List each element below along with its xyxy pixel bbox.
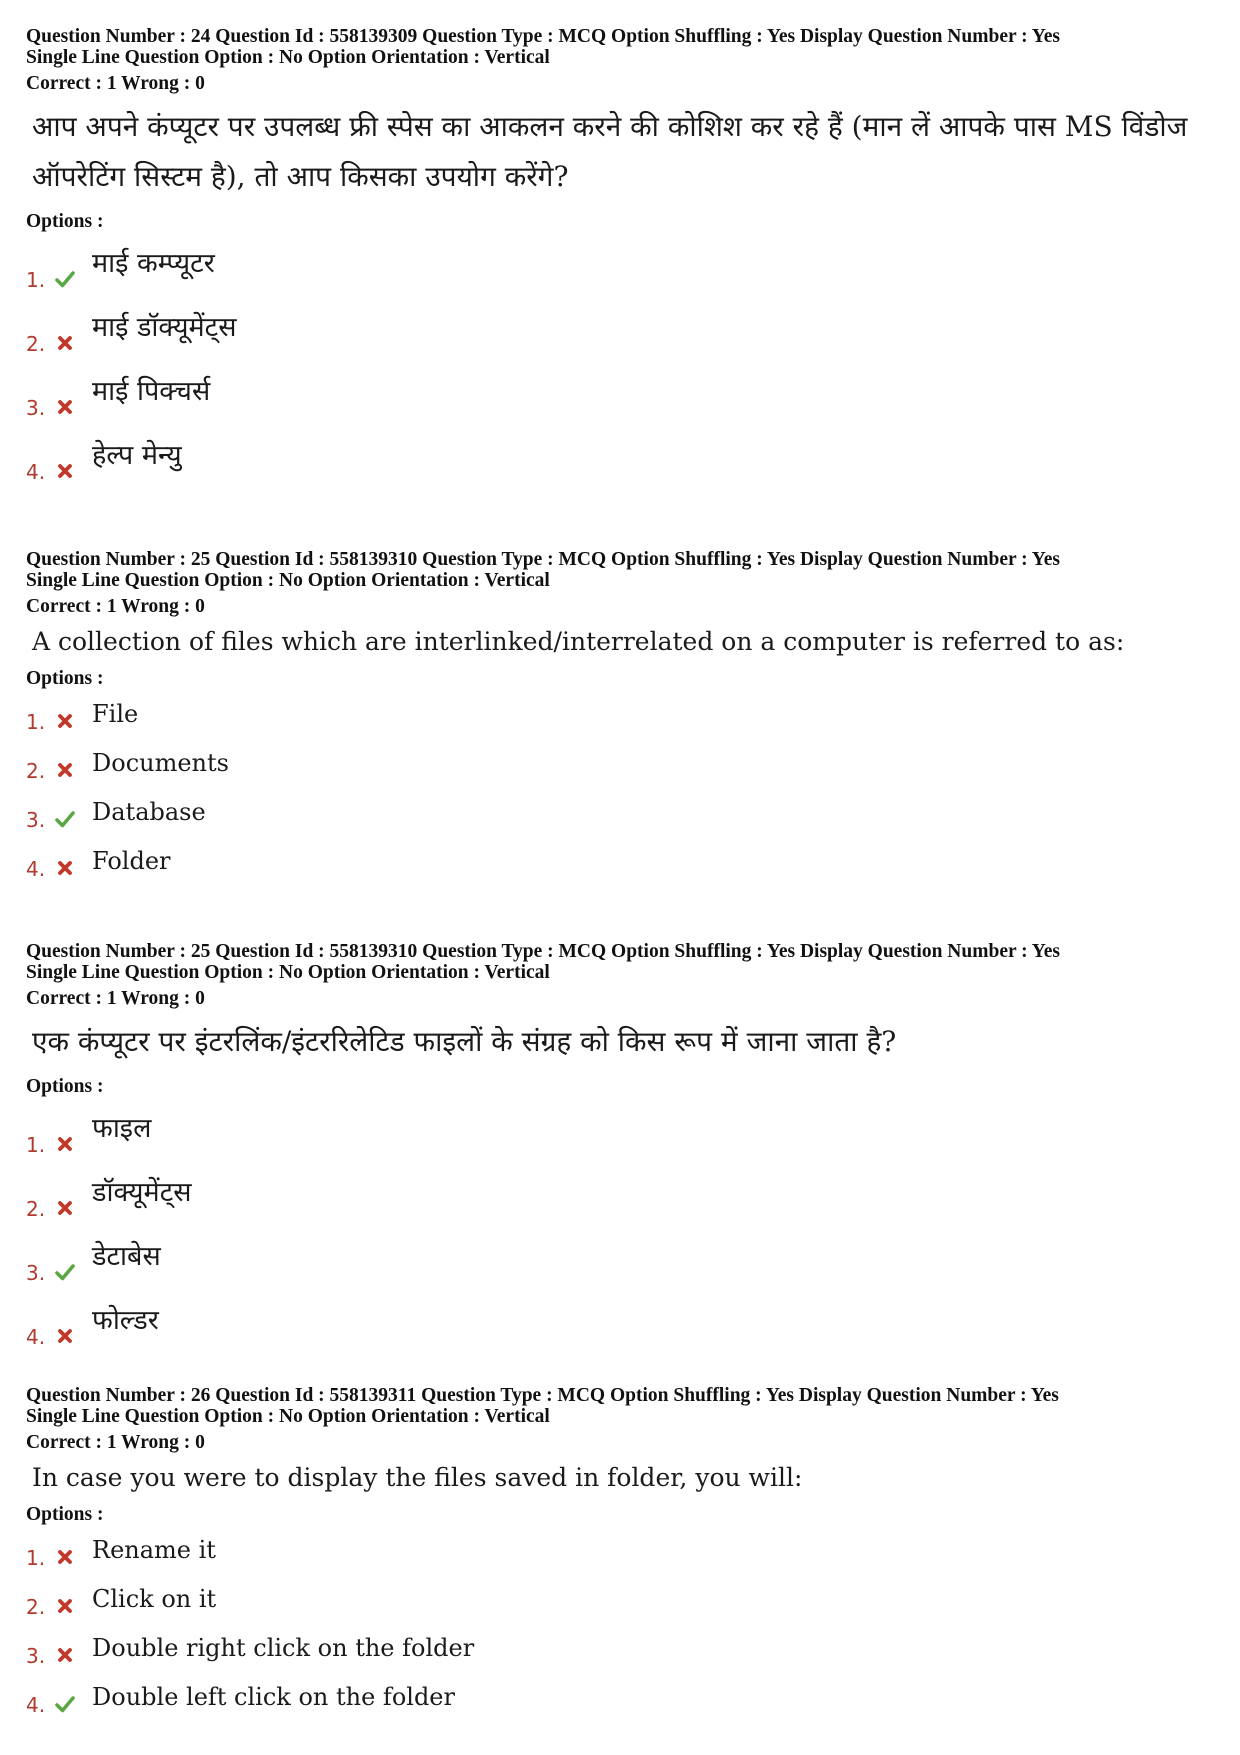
option-row xyxy=(26,1291,1216,1355)
option-text: Double right click on the folder xyxy=(92,1634,475,1662)
question-text: A collection of files which are interlinked/interrelated on a computer is referred to as: xyxy=(32,627,1125,656)
option-number: 1. xyxy=(26,710,46,734)
option-row xyxy=(26,1625,1216,1674)
question-meta-line: Single Line Question Option : No Option Orientation : Vertical xyxy=(26,47,550,68)
option-number: 2. xyxy=(26,1595,46,1619)
cross-icon xyxy=(55,1547,75,1567)
option-row xyxy=(26,1674,1216,1723)
option-text: Documents xyxy=(92,749,229,777)
option-number: 3. xyxy=(26,1644,46,1668)
option-row xyxy=(26,1527,1216,1576)
option-text: Database xyxy=(92,798,206,826)
option-row xyxy=(26,1163,1216,1227)
option-row xyxy=(26,691,1216,740)
option-row xyxy=(26,426,1216,490)
option-number: 4. xyxy=(26,1693,46,1717)
option-text: डॉक्यूमेंट्स xyxy=(92,1177,192,1208)
question-meta-line: Question Number : 25 Question Id : 558139310 Question Type : MCQ Option Shuffling : Yes Display Question Number : Yes xyxy=(26,941,1060,962)
option-number: 2. xyxy=(26,332,46,356)
question-block-24 xyxy=(26,26,1216,490)
question-text: आप अपने कंप्यूटर पर उपलब्ध फ्री स्पेस का आकलन करने की कोशिश कर रहे हैं (मान लें आपके पास MS विंडोज ऑपरेटिंग सिस्टम है), तो आप किसका उपयोग करेंगे? xyxy=(32,110,1188,193)
cross-icon xyxy=(55,333,75,353)
question-meta-line: Question Number : 25 Question Id : 558139310 Question Type : MCQ Option Shuffling : Yes Display Question Number : Yes xyxy=(26,549,1060,570)
score-line: Correct : 1 Wrong : 0 xyxy=(26,1432,205,1453)
option-text: डेटाबेस xyxy=(92,1241,161,1272)
question-block-25-hi xyxy=(26,941,1216,1355)
option-row xyxy=(26,298,1216,362)
check-icon xyxy=(55,269,75,289)
option-number: 1. xyxy=(26,1546,46,1570)
option-text: माई कम्प्यूटर xyxy=(92,248,215,279)
option-text: माई डॉक्यूमेंट्स xyxy=(92,312,237,343)
question-meta-line: Question Number : 24 Question Id : 558139309 Question Type : MCQ Option Shuffling : Yes Display Question Number : Yes xyxy=(26,26,1060,47)
option-row xyxy=(26,234,1216,298)
option-text: फाइल xyxy=(92,1113,152,1144)
option-text: Folder xyxy=(92,847,171,875)
option-text: Click on it xyxy=(92,1585,217,1613)
option-number: 1. xyxy=(26,268,46,292)
cross-icon xyxy=(55,461,75,481)
options-label: Options : xyxy=(26,211,104,232)
option-row xyxy=(26,1576,1216,1625)
cross-icon xyxy=(55,1326,75,1346)
cross-icon xyxy=(55,711,75,731)
options-label: Options : xyxy=(26,1076,104,1097)
check-icon xyxy=(55,809,75,829)
option-number: 3. xyxy=(26,1261,46,1285)
question-block-25-en xyxy=(26,549,1216,887)
option-row xyxy=(26,1227,1216,1291)
question-block-26 xyxy=(26,1385,1216,1723)
option-number: 2. xyxy=(26,759,46,783)
question-text: In case you were to display the files saved in folder, you will: xyxy=(32,1463,803,1492)
score-line: Correct : 1 Wrong : 0 xyxy=(26,988,205,1009)
question-meta-line: Single Line Question Option : No Option Orientation : Vertical xyxy=(26,570,550,591)
cross-icon xyxy=(55,1596,75,1616)
option-text: माई पिक्चर्स xyxy=(92,376,211,407)
check-icon xyxy=(55,1694,75,1714)
option-number: 4. xyxy=(26,1325,46,1349)
option-row xyxy=(26,838,1216,887)
question-meta-line: Single Line Question Option : No Option Orientation : Vertical xyxy=(26,1406,550,1427)
cross-icon xyxy=(55,858,75,878)
options-label: Options : xyxy=(26,1504,104,1525)
cross-icon xyxy=(55,397,75,417)
cross-icon xyxy=(55,760,75,780)
score-line: Correct : 1 Wrong : 0 xyxy=(26,596,205,617)
question-meta-line: Question Number : 26 Question Id : 558139311 Question Type : MCQ Option Shuffling : Yes Display Question Number : Yes xyxy=(26,1385,1059,1406)
option-text: Rename it xyxy=(92,1536,216,1564)
option-text: Double left click on the folder xyxy=(92,1683,455,1711)
option-text: हेल्प मेन्यु xyxy=(92,440,182,471)
option-text: फोल्डर xyxy=(92,1305,159,1336)
option-row xyxy=(26,740,1216,789)
option-number: 4. xyxy=(26,857,46,881)
cross-icon xyxy=(55,1198,75,1218)
option-row xyxy=(26,789,1216,838)
option-text: File xyxy=(92,700,139,728)
score-line: Correct : 1 Wrong : 0 xyxy=(26,73,205,94)
question-meta-line: Single Line Question Option : No Option Orientation : Vertical xyxy=(26,962,550,983)
cross-icon xyxy=(55,1645,75,1665)
option-number: 3. xyxy=(26,396,46,420)
question-text: एक कंप्यूटर पर इंटरलिंक/इंटररिलेटिड फाइलों के संग्रह को किस रूप में जाना जाता है? xyxy=(32,1025,897,1058)
option-row xyxy=(26,1099,1216,1163)
options-label: Options : xyxy=(26,668,104,689)
option-number: 3. xyxy=(26,808,46,832)
option-row xyxy=(26,362,1216,426)
option-number: 2. xyxy=(26,1197,46,1221)
cross-icon xyxy=(55,1134,75,1154)
option-number: 1. xyxy=(26,1133,46,1157)
check-icon xyxy=(55,1262,75,1282)
option-number: 4. xyxy=(26,460,46,484)
